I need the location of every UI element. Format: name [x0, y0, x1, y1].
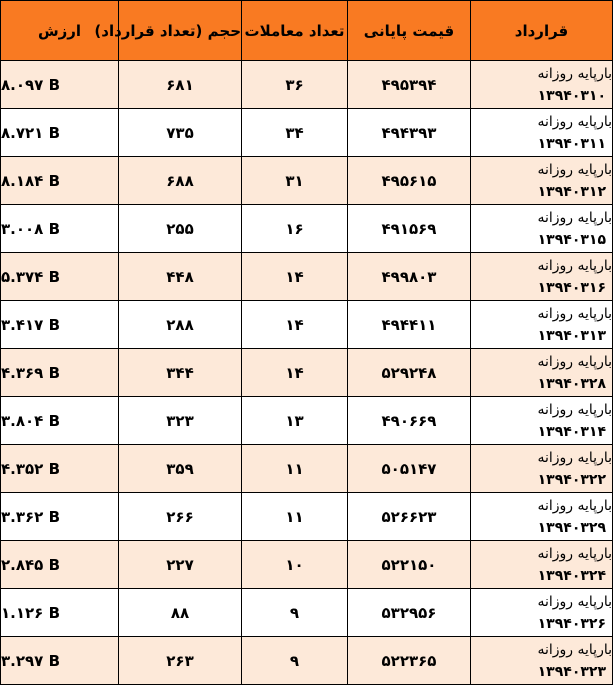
price-cell: ۴۹۱۵۶۹	[348, 205, 471, 253]
value-number: ۸.۰۹۷	[1, 75, 44, 94]
contract-cell	[471, 397, 613, 445]
table-row	[1, 493, 613, 541]
value-cell	[1, 541, 119, 589]
contract-name: بارپایه روزانه	[537, 641, 612, 658]
volume-cell: ۳۲۳	[119, 397, 242, 445]
table-body	[1, 61, 613, 685]
contract-name: بارپایه روزانه	[537, 257, 612, 274]
value-unit: B	[48, 459, 60, 478]
price-cell: ۴۹۵۶۱۵	[348, 157, 471, 205]
value-cell	[1, 445, 119, 493]
volume-cell: ۲۸۸	[119, 301, 242, 349]
value-number: ۴.۳۶۹	[1, 363, 44, 382]
table-row	[1, 349, 613, 397]
table-row	[1, 445, 613, 493]
contract-cell	[471, 493, 613, 541]
contract-name: بارپایه روزانه	[537, 305, 612, 322]
trades-cell: ۱۶	[242, 205, 348, 253]
contract-cell	[471, 157, 613, 205]
trades-cell: ۳۶	[242, 61, 348, 109]
header-value: ارزش	[1, 1, 119, 61]
value-number: ۸.۷۲۱	[1, 123, 44, 142]
contract-code: ۱۳۹۴۰۳۱۶	[537, 279, 606, 296]
value-number: ۳.۸۰۴	[1, 411, 44, 430]
value-number: ۲.۸۴۵	[1, 555, 44, 574]
contract-name: بارپایه روزانه	[537, 449, 612, 466]
value-cell	[1, 397, 119, 445]
contract-code: ۱۳۹۴۰۳۱۰	[537, 87, 606, 104]
price-cell: ۵۰۵۱۴۷	[348, 445, 471, 493]
contract-cell	[471, 253, 613, 301]
contract-cell	[471, 349, 613, 397]
contract-cell	[471, 301, 613, 349]
price-cell: ۴۹۴۴۱۱	[348, 301, 471, 349]
value-cell	[1, 349, 119, 397]
table-row	[1, 253, 613, 301]
value-cell	[1, 301, 119, 349]
value-cell	[1, 109, 119, 157]
contract-code: ۱۳۹۴۰۳۲۲	[537, 471, 606, 488]
trades-cell: ۱۱	[242, 493, 348, 541]
volume-cell: ۶۸۸	[119, 157, 242, 205]
value-unit: B	[48, 267, 60, 286]
value-unit: B	[48, 603, 60, 622]
contract-code: ۱۳۹۴۰۳۲۶	[537, 615, 606, 632]
header-volume: حجم (تعداد قرارداد)	[119, 1, 242, 61]
trades-cell: ۱۰	[242, 541, 348, 589]
value-number: ۱.۱۲۶	[1, 603, 44, 622]
contract-name: بارپایه روزانه	[537, 497, 612, 514]
table-row	[1, 637, 613, 685]
contract-name: بارپایه روزانه	[537, 113, 612, 130]
contract-name: بارپایه روزانه	[537, 593, 612, 610]
volume-cell: ۸۸	[119, 589, 242, 637]
trades-cell: ۱۱	[242, 445, 348, 493]
value-number: ۸.۱۸۴	[1, 171, 44, 190]
value-cell	[1, 589, 119, 637]
contract-code: ۱۳۹۴۰۳۱۵	[537, 231, 606, 248]
table-row	[1, 301, 613, 349]
volume-cell: ۷۳۵	[119, 109, 242, 157]
price-cell: ۴۹۹۸۰۳	[348, 253, 471, 301]
trades-cell: ۱۳	[242, 397, 348, 445]
price-cell: ۵۲۶۶۲۳	[348, 493, 471, 541]
volume-cell: ۴۴۸	[119, 253, 242, 301]
table-row	[1, 61, 613, 109]
price-cell: ۵۲۲۱۵۰	[348, 541, 471, 589]
trades-cell: ۳۴	[242, 109, 348, 157]
contract-code: ۱۳۹۴۰۳۲۹	[537, 519, 606, 536]
volume-cell: ۲۲۷	[119, 541, 242, 589]
value-cell	[1, 637, 119, 685]
volume-cell: ۲۶۶	[119, 493, 242, 541]
trades-cell: ۱۴	[242, 253, 348, 301]
trades-cell: ۱۴	[242, 349, 348, 397]
value-unit: B	[48, 171, 60, 190]
price-cell: ۴۹۵۳۹۴	[348, 61, 471, 109]
contract-code: ۱۳۹۴۰۳۱۲	[537, 183, 606, 200]
contract-name: بارپایه روزانه	[537, 353, 612, 370]
header-row	[1, 1, 613, 61]
header-trades: تعداد معاملات	[242, 1, 348, 61]
contract-cell	[471, 205, 613, 253]
price-cell: ۵۲۲۳۶۵	[348, 637, 471, 685]
volume-cell: ۳۴۴	[119, 349, 242, 397]
price-cell: ۴۹۴۳۹۳	[348, 109, 471, 157]
price-cell: ۵۳۲۹۵۶	[348, 589, 471, 637]
value-number: ۳.۲۹۷	[1, 651, 44, 670]
table-row	[1, 205, 613, 253]
value-unit: B	[48, 363, 60, 382]
value-unit: B	[48, 507, 60, 526]
trades-cell: ۹	[242, 589, 348, 637]
contract-name: بارپایه روزانه	[537, 161, 612, 178]
price-cell: ۴۹۰۶۶۹	[348, 397, 471, 445]
header-contract: قرارداد	[471, 1, 613, 61]
table-row	[1, 541, 613, 589]
contract-cell	[471, 637, 613, 685]
contract-name: بارپایه روزانه	[537, 401, 612, 418]
value-unit: B	[48, 555, 60, 574]
value-unit: B	[48, 651, 60, 670]
contract-code: ۱۳۹۴۰۳۲۴	[537, 567, 606, 584]
contract-code: ۱۳۹۴۰۳۱۴	[537, 423, 606, 440]
price-cell: ۵۲۹۲۴۸	[348, 349, 471, 397]
value-unit: B	[48, 75, 60, 94]
trades-cell: ۳۱	[242, 157, 348, 205]
volume-cell: ۶۸۱	[119, 61, 242, 109]
contract-code: ۱۳۹۴۰۳۱۳	[537, 327, 606, 344]
contract-cell	[471, 109, 613, 157]
value-cell	[1, 205, 119, 253]
value-unit: B	[48, 123, 60, 142]
value-unit: B	[48, 315, 60, 334]
value-unit: B	[48, 219, 60, 238]
value-cell	[1, 253, 119, 301]
contract-cell	[471, 61, 613, 109]
value-cell	[1, 493, 119, 541]
value-cell	[1, 157, 119, 205]
contract-name: بارپایه روزانه	[537, 65, 612, 82]
contract-name: بارپایه روزانه	[537, 545, 612, 562]
value-number: ۳.۰۰۸	[1, 219, 44, 238]
contract-cell	[471, 541, 613, 589]
value-number: ۳.۴۱۷	[1, 315, 44, 334]
value-unit: B	[48, 411, 60, 430]
table-row	[1, 157, 613, 205]
volume-cell: ۲۵۵	[119, 205, 242, 253]
table-row	[1, 589, 613, 637]
value-number: ۴.۳۵۲	[1, 459, 44, 478]
table-row	[1, 109, 613, 157]
table-row	[1, 397, 613, 445]
volume-cell: ۲۶۳	[119, 637, 242, 685]
contract-code: ۱۳۹۴۰۳۲۳	[537, 663, 606, 680]
contract-code: ۱۳۹۴۰۳۱۱	[537, 135, 606, 152]
contract-cell	[471, 445, 613, 493]
trades-cell: ۱۴	[242, 301, 348, 349]
contract-cell	[471, 589, 613, 637]
trades-cell: ۹	[242, 637, 348, 685]
value-number: ۳.۳۶۲	[1, 507, 44, 526]
value-number: ۵.۳۷۴	[1, 267, 44, 286]
contract-name: بارپایه روزانه	[537, 209, 612, 226]
value-cell	[1, 61, 119, 109]
table-header	[1, 1, 613, 61]
volume-cell: ۳۵۹	[119, 445, 242, 493]
header-price: قیمت پایانی	[348, 1, 471, 61]
contract-code: ۱۳۹۴۰۳۲۸	[537, 375, 606, 392]
